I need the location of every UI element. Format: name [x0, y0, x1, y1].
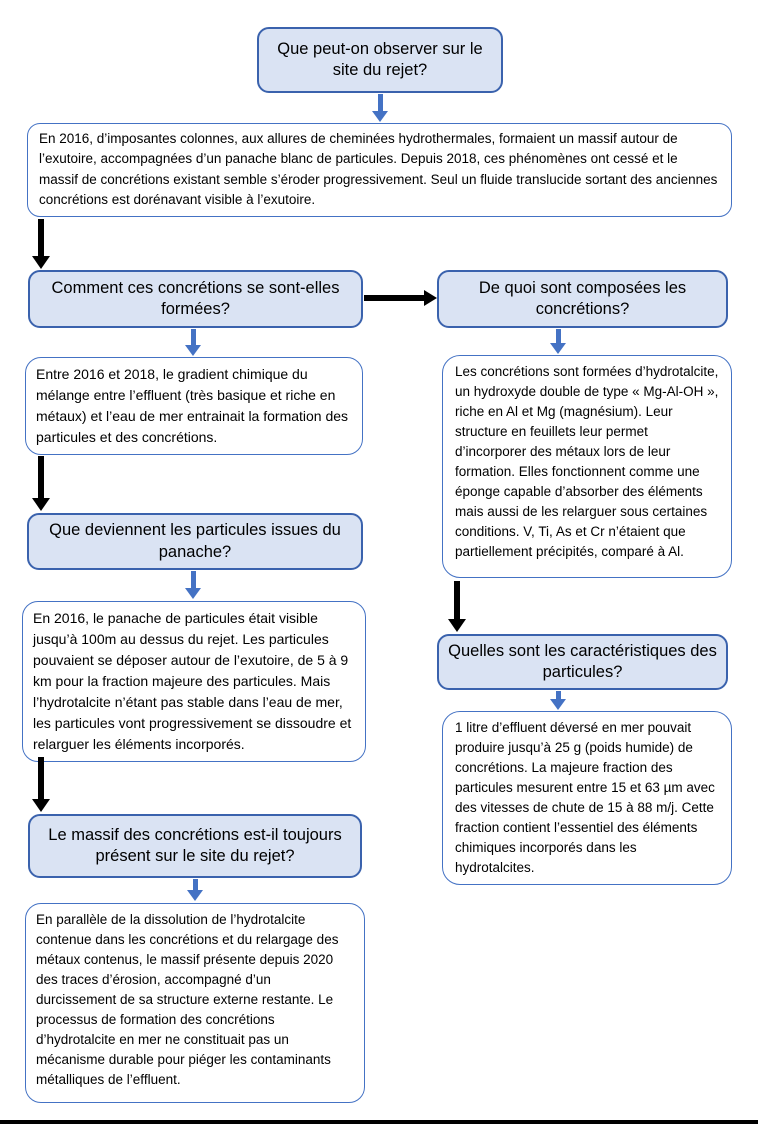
question-box-observation: Que peut-on observer sur le site du rejet?	[257, 27, 503, 93]
arrow-head	[550, 699, 566, 710]
arrow-shaft	[556, 329, 561, 343]
arrow-head	[424, 290, 437, 306]
intro-text-box: En 2016, d’imposantes colonnes, aux allures de cheminées hydrothermales, formaient un massif autour de l’exutoire, accompagnées d’un panache blanc de particules. Depuis 2018, ces phénomènes ont cessé et le massif de concrétions existant semble s’éroder progressivement. Seul un fluide translucide sortant des anciennes concrétions est dorénavant visible à l’exutoire.	[27, 123, 732, 217]
answer-box-devenir: En 2016, le panache de particules était visible jusqu’à 100m au dessus du rejet. Les particules pouvaient se déposer autour de l’exutoire, de 5 à 9 km pour la fraction majeure des particules. Mais l’hydrotalcite n’étant pas stable dans l’eau de mer, les particules vont progressivement se dissoudre et relarguer les éléments incorporés.	[22, 601, 366, 762]
answer-box-massif: En parallèle de la dissolution de l’hydrotalcite contenue dans les concrétions et du relargage des métaux contenus, le massif présente depuis 2020 des traces d’érosion, accompagné d’un durcissement de sa structure externe restante. Le processus de formation des concrétions d’hydrotalcite en mer ne constituait pas un mécanisme durable pour piéger les contaminants métalliques de l’effluent.	[25, 903, 365, 1103]
arrow-down-icon	[32, 456, 50, 511]
answer-box-composition: Les concrétions sont formées d’hydrotalcite, un hydroxyde double de type « Mg-Al-OH », riche en Al et Mg (magnésium). Leur structure en feuillets leur permet d’incorporer des métaux lors de leur formation. Elles fonctionnent comme une éponge capable d’absorber des éléments mais aussi de les relarguer sous certaines conditions. V, Ti, As et Cr n’étaient que partiellement précipités, comparé à Al.	[442, 355, 732, 578]
arrow-shaft	[193, 879, 198, 890]
arrow-down-icon	[546, 691, 570, 710]
arrow-down-icon	[181, 571, 205, 599]
arrow-head	[372, 111, 388, 122]
arrow-shaft	[378, 94, 383, 111]
question-box-formation: Comment ces concrétions se sont-elles formées?	[28, 270, 363, 328]
arrow-down-icon	[32, 757, 50, 812]
arrow-down-icon	[368, 94, 392, 122]
arrow-head	[32, 256, 50, 269]
question-box-massif: Le massif des concrétions est-il toujours présent sur le site du rejet?	[28, 814, 362, 878]
arrow-head	[32, 799, 50, 812]
question-box-devenir: Que deviennent les particules issues du panache?	[27, 513, 363, 570]
bottom-rule	[0, 1120, 758, 1124]
arrow-shaft	[364, 295, 424, 301]
arrow-shaft	[191, 571, 196, 588]
arrow-down-icon	[181, 329, 205, 356]
question-box-caracteristiques: Quelles sont les caractéristiques des particules?	[437, 634, 728, 690]
arrow-down-icon	[183, 879, 207, 901]
arrow-down-icon	[546, 329, 570, 354]
answer-box-caracteristiques: 1 litre d’effluent déversé en mer pouvait produire jusqu’à 25 g (poids humide) de concrétions. La majeure fraction des particules mesurent entre 15 et 63 µm avec des vitesses de chute de 15 à 88 m/j. Cette fraction contient l’essentiel des éléments chimiques incorporés dans les hydrotalcites.	[442, 711, 732, 885]
arrow-down-icon	[448, 581, 466, 632]
answer-box-formation: Entre 2016 et 2018, le gradient chimique du mélange entre l’effluent (très basique et riche en métaux) et l’eau de mer entrainait la formation des particules et des concrétions.	[25, 357, 363, 455]
arrow-head	[550, 343, 566, 354]
arrow-head	[185, 588, 201, 599]
arrow-head	[187, 890, 203, 901]
arrow-shaft	[454, 581, 460, 619]
arrow-shaft	[38, 219, 44, 256]
arrow-right-icon	[364, 290, 437, 306]
arrow-shaft	[556, 691, 561, 699]
arrow-head	[32, 498, 50, 511]
arrow-head	[185, 345, 201, 356]
arrow-down-icon	[32, 219, 50, 269]
arrow-shaft	[191, 329, 196, 345]
question-box-composition: De quoi sont composées les concrétions?	[437, 270, 728, 328]
arrow-shaft	[38, 757, 44, 799]
arrow-shaft	[38, 456, 44, 498]
arrow-head	[448, 619, 466, 632]
